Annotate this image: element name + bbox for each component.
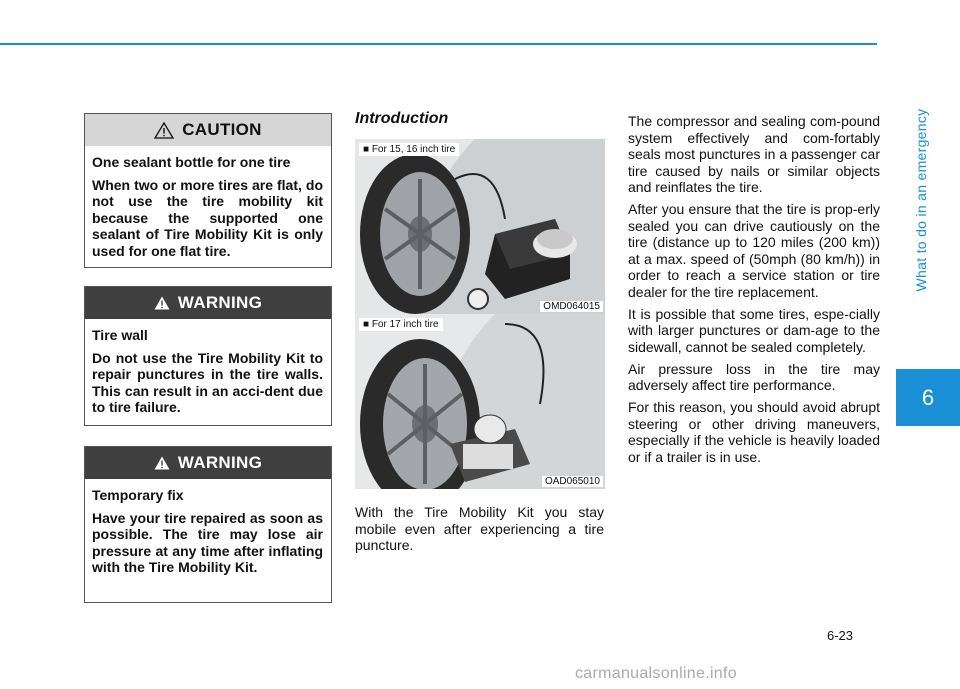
caution-title: One sealant bottle for one tire (92, 154, 291, 170)
section-title: What to do in an emergency (913, 108, 929, 292)
warning-text: Have your tire repaired as soon as possible. The tire may lose air pressure at any time after inflating with the Tire Mobility Kit. (92, 509, 323, 575)
introduction-heading: Introduction (355, 110, 449, 127)
warning-text: Do not use the Tire Mobility Kit to repair punctures in the tire walls. This can result in an acci-dent due to tire failure. (92, 349, 323, 415)
paragraph: After you ensure that the tire is prop-erly sealed you can drive cautiously on the tire (distance up to 120 miles (200 km)) at a max. speed of (50mph (80 km/h)) in order to reach a service station or tire dealer for the tire replacement. (628, 201, 880, 300)
warning-title: Temporary fix (92, 487, 184, 503)
tire-mobility-kit-illustration (355, 314, 605, 489)
header-rule (0, 43, 877, 45)
warning-header (85, 287, 331, 319)
caution-header-label: CAUTION (182, 120, 262, 139)
warning-title: Tire wall (92, 327, 148, 343)
warning-triangle-icon (154, 296, 170, 310)
watermark: carmanualsonline.info (575, 665, 737, 682)
caution-text: When two or more tires are flat, do not use the tire mobility kit because the supported one sealant of Tire Mobility Kit is only used for one flat tire. (92, 176, 323, 259)
paragraph: Air pressure loss in the tire may adversely affect tire performance. (628, 360, 880, 393)
warning-header-label: WARNING (177, 293, 263, 312)
tire-mobility-kit-illustration (355, 139, 605, 314)
paragraph: It is possible that some tires, espe-cially with larger punctures or dam-age to the sidewall, cannot be sealed completely. (628, 305, 880, 355)
photo-tire-kit-17 (355, 314, 605, 489)
page-number: 6-23 (827, 628, 854, 643)
photo-label: ■ For 17 inch tire (359, 318, 443, 331)
section-tab (891, 40, 951, 370)
paragraph: The compressor and sealing com-pound system effectively and com-fortably seals most punctures in a passenger car tire caused by nails or similar objects and reinflates the tire. (628, 113, 880, 195)
photo-label: ■ For 15, 16 inch tire (359, 143, 459, 156)
warning-header (85, 447, 331, 479)
photo-tire-kit-15-16 (355, 139, 605, 314)
caution-box (84, 113, 332, 268)
right-column-text (628, 113, 880, 471)
chapter-number-tab: 6 (896, 369, 960, 426)
warning-triangle-icon (154, 456, 170, 470)
warning-header-label: WARNING (177, 453, 263, 472)
paragraph: For this reason, you should avoid abrupt steering or other driving maneuvers, especially if the vehicle is heavily loaded or if a trailer is in use. (628, 399, 880, 465)
introduction-caption: With the Tire Mobility Kit you stay mobile even after experiencing a tire puncture. (355, 504, 604, 553)
warning-box-temporary-fix (84, 446, 332, 603)
caution-header (85, 114, 331, 146)
photo-code: OMD064015 (540, 301, 603, 312)
warning-triangle-icon (154, 122, 174, 139)
photo-code: OAD065010 (542, 476, 603, 487)
warning-box-tire-wall (84, 286, 332, 426)
